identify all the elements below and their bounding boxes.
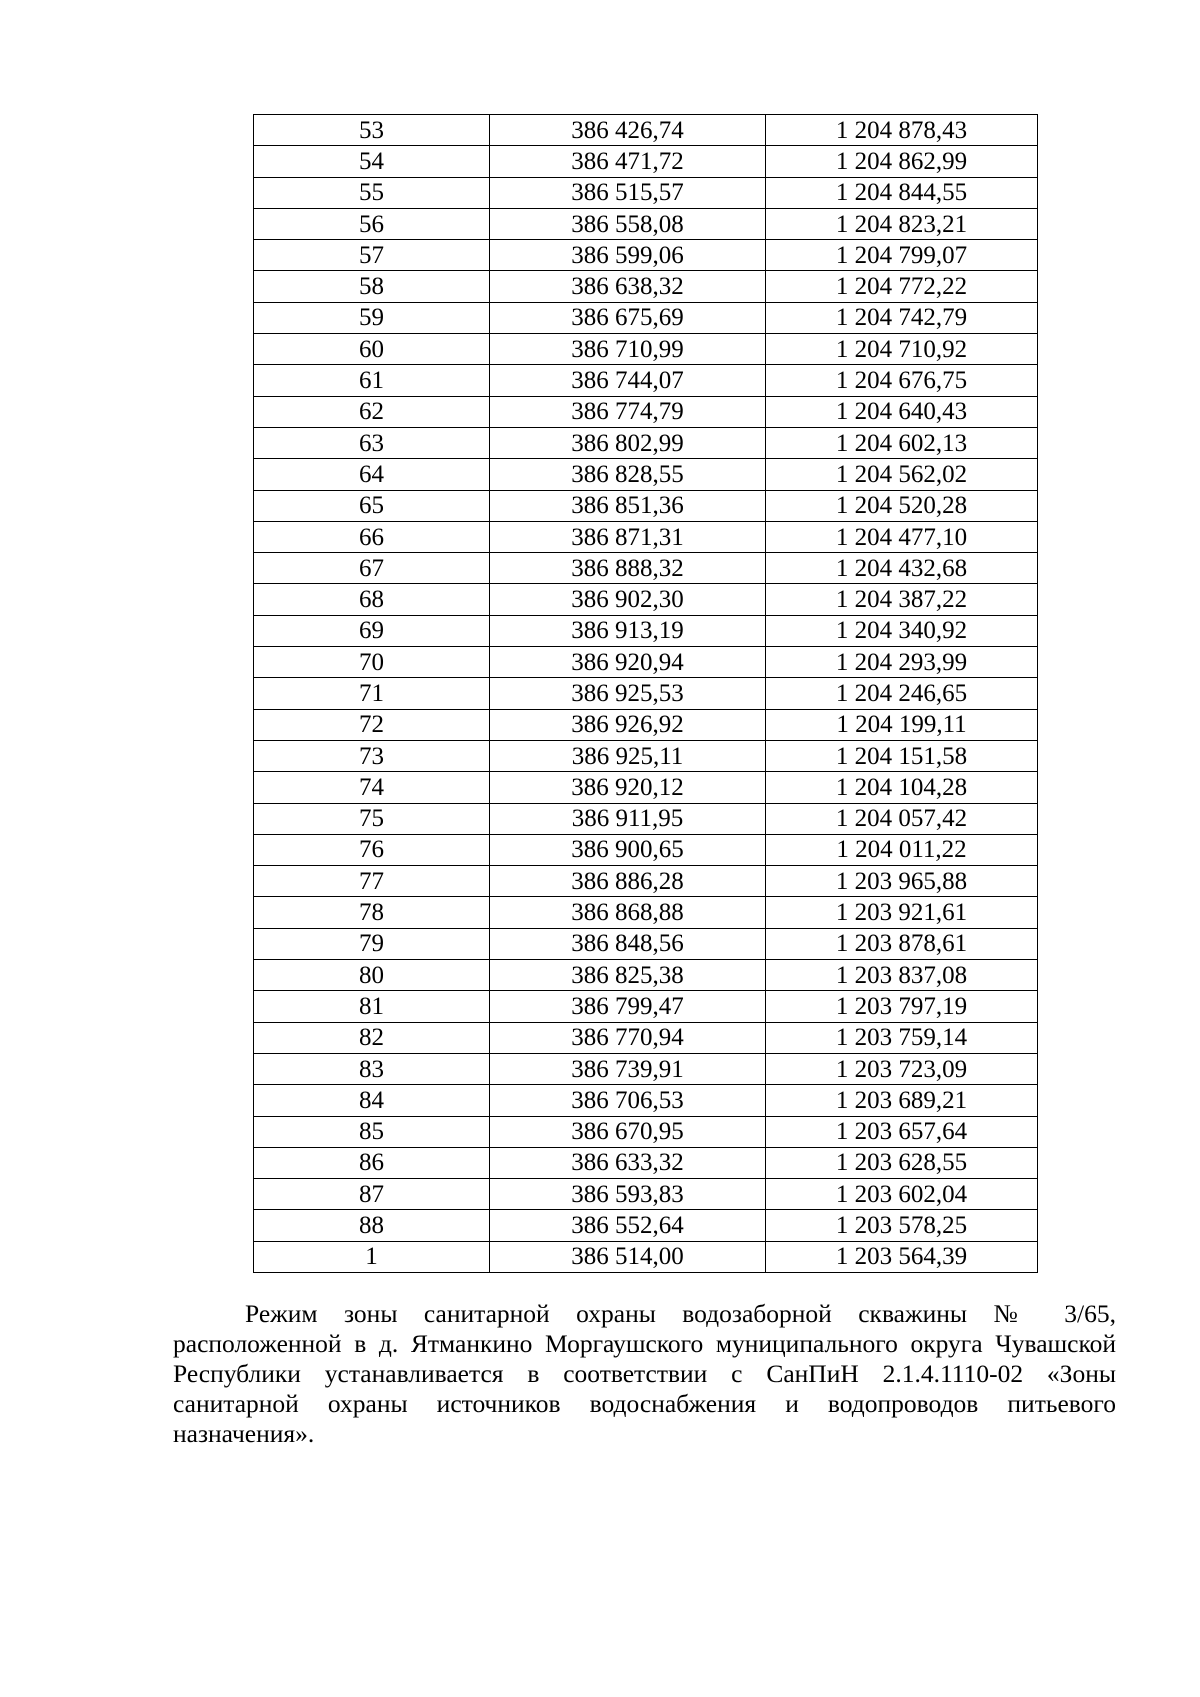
x-coordinate-cell: 386 633,32 [490,1147,766,1178]
table-row [254,302,1038,333]
point-number-cell: 64 [254,459,490,490]
y-coordinate-cell: 1 203 759,14 [766,1022,1038,1053]
x-coordinate-cell: 386 471,72 [490,146,766,177]
table-row [254,1022,1038,1053]
coordinates-table-body [254,115,1038,1273]
point-number-cell: 57 [254,240,490,271]
y-coordinate-cell: 1 204 057,42 [766,803,1038,834]
point-number-cell: 69 [254,615,490,646]
x-coordinate-cell: 386 871,31 [490,521,766,552]
table-row [254,427,1038,458]
x-coordinate-cell: 386 868,88 [490,897,766,928]
point-number-cell: 85 [254,1116,490,1147]
point-number-cell: 84 [254,1085,490,1116]
point-number-cell: 72 [254,709,490,740]
table-row [254,897,1038,928]
table-row [254,991,1038,1022]
y-coordinate-cell: 1 203 921,61 [766,897,1038,928]
y-coordinate-cell: 1 203 564,39 [766,1241,1038,1272]
x-coordinate-cell: 386 925,11 [490,740,766,771]
table-row [254,459,1038,490]
sanitary-zone-paragraph: Режим зоны санитарной охраны водозаборной скважины № 3/65, расположенной в д. Ятманкино Моргаушского муниципального округа Чувашской Республики устанавливается в соответствии с СанПиН 2.1.4.1110-02 «Зоны санитарной охраны источников водоснабжения и водопроводов питьевого назначения». [173,1299,1116,1448]
point-number-cell: 54 [254,146,490,177]
y-coordinate-cell: 1 203 837,08 [766,960,1038,991]
table-row [254,584,1038,615]
x-coordinate-cell: 386 774,79 [490,396,766,427]
y-coordinate-cell: 1 204 293,99 [766,647,1038,678]
point-number-cell: 63 [254,427,490,458]
y-coordinate-cell: 1 204 246,65 [766,678,1038,709]
table-row [254,490,1038,521]
y-coordinate-cell: 1 203 628,55 [766,1147,1038,1178]
point-number-cell: 80 [254,960,490,991]
point-number-cell: 66 [254,521,490,552]
y-coordinate-cell: 1 203 689,21 [766,1085,1038,1116]
y-coordinate-cell: 1 204 640,43 [766,396,1038,427]
point-number-cell: 77 [254,866,490,897]
table-row [254,521,1038,552]
point-number-cell: 73 [254,740,490,771]
y-coordinate-cell: 1 203 965,88 [766,866,1038,897]
x-coordinate-cell: 386 670,95 [490,1116,766,1147]
x-coordinate-cell: 386 675,69 [490,302,766,333]
table-row [254,960,1038,991]
x-coordinate-cell: 386 848,56 [490,928,766,959]
table-row [254,1116,1038,1147]
point-number-cell: 83 [254,1053,490,1084]
point-number-cell: 71 [254,678,490,709]
y-coordinate-cell: 1 204 199,11 [766,709,1038,740]
y-coordinate-cell: 1 203 797,19 [766,991,1038,1022]
point-number-cell: 82 [254,1022,490,1053]
table-row [254,1179,1038,1210]
point-number-cell: 53 [254,115,490,146]
y-coordinate-cell: 1 204 520,28 [766,490,1038,521]
y-coordinate-cell: 1 204 602,13 [766,427,1038,458]
y-coordinate-cell: 1 204 742,79 [766,302,1038,333]
y-coordinate-cell: 1 204 799,07 [766,240,1038,271]
coordinates-table [253,114,1038,1273]
table-row [254,271,1038,302]
x-coordinate-cell: 386 710,99 [490,334,766,365]
y-coordinate-cell: 1 203 578,25 [766,1210,1038,1241]
table-row [254,709,1038,740]
y-coordinate-cell: 1 203 878,61 [766,928,1038,959]
point-number-cell: 68 [254,584,490,615]
table-row [254,1241,1038,1272]
x-coordinate-cell: 386 851,36 [490,490,766,521]
x-coordinate-cell: 386 886,28 [490,866,766,897]
point-number-cell: 67 [254,553,490,584]
table-row [254,208,1038,239]
y-coordinate-cell: 1 203 723,09 [766,1053,1038,1084]
y-coordinate-cell: 1 204 104,28 [766,772,1038,803]
x-coordinate-cell: 386 426,74 [490,115,766,146]
table-row [254,146,1038,177]
point-number-cell: 65 [254,490,490,521]
point-number-cell: 61 [254,365,490,396]
x-coordinate-cell: 386 825,38 [490,960,766,991]
table-row [254,1147,1038,1178]
table-row [254,772,1038,803]
x-coordinate-cell: 386 515,57 [490,177,766,208]
y-coordinate-cell: 1 204 011,22 [766,834,1038,865]
point-number-cell: 58 [254,271,490,302]
table-row [254,647,1038,678]
table-row [254,240,1038,271]
y-coordinate-cell: 1 204 387,22 [766,584,1038,615]
table-row [254,553,1038,584]
table-row [254,1053,1038,1084]
point-number-cell: 78 [254,897,490,928]
x-coordinate-cell: 386 911,95 [490,803,766,834]
y-coordinate-cell: 1 203 657,64 [766,1116,1038,1147]
y-coordinate-cell: 1 204 710,92 [766,334,1038,365]
y-coordinate-cell: 1 204 772,22 [766,271,1038,302]
point-number-cell: 79 [254,928,490,959]
table-row [254,834,1038,865]
table-row [254,678,1038,709]
x-coordinate-cell: 386 828,55 [490,459,766,490]
x-coordinate-cell: 386 514,00 [490,1241,766,1272]
point-number-cell: 56 [254,208,490,239]
x-coordinate-cell: 386 599,06 [490,240,766,271]
x-coordinate-cell: 386 770,94 [490,1022,766,1053]
table-row [254,365,1038,396]
y-coordinate-cell: 1 204 676,75 [766,365,1038,396]
x-coordinate-cell: 386 552,64 [490,1210,766,1241]
x-coordinate-cell: 386 706,53 [490,1085,766,1116]
table-row [254,1210,1038,1241]
point-number-cell: 86 [254,1147,490,1178]
x-coordinate-cell: 386 900,65 [490,834,766,865]
y-coordinate-cell: 1 204 340,92 [766,615,1038,646]
table-row [254,334,1038,365]
x-coordinate-cell: 386 802,99 [490,427,766,458]
x-coordinate-cell: 386 739,91 [490,1053,766,1084]
y-coordinate-cell: 1 204 878,43 [766,115,1038,146]
point-number-cell: 76 [254,834,490,865]
x-coordinate-cell: 386 913,19 [490,615,766,646]
y-coordinate-cell: 1 204 562,02 [766,459,1038,490]
y-coordinate-cell: 1 203 602,04 [766,1179,1038,1210]
x-coordinate-cell: 386 920,94 [490,647,766,678]
table-row [254,177,1038,208]
y-coordinate-cell: 1 204 823,21 [766,208,1038,239]
table-row [254,740,1038,771]
y-coordinate-cell: 1 204 862,99 [766,146,1038,177]
x-coordinate-cell: 386 799,47 [490,991,766,1022]
point-number-cell: 74 [254,772,490,803]
x-coordinate-cell: 386 744,07 [490,365,766,396]
x-coordinate-cell: 386 888,32 [490,553,766,584]
x-coordinate-cell: 386 920,12 [490,772,766,803]
point-number-cell: 70 [254,647,490,678]
x-coordinate-cell: 386 558,08 [490,208,766,239]
point-number-cell: 88 [254,1210,490,1241]
table-row [254,115,1038,146]
y-coordinate-cell: 1 204 432,68 [766,553,1038,584]
point-number-cell: 62 [254,396,490,427]
point-number-cell: 55 [254,177,490,208]
table-row [254,1085,1038,1116]
y-coordinate-cell: 1 204 844,55 [766,177,1038,208]
table-row [254,803,1038,834]
table-row [254,866,1038,897]
x-coordinate-cell: 386 593,83 [490,1179,766,1210]
table-row [254,615,1038,646]
point-number-cell: 75 [254,803,490,834]
point-number-cell: 81 [254,991,490,1022]
y-coordinate-cell: 1 204 151,58 [766,740,1038,771]
x-coordinate-cell: 386 638,32 [490,271,766,302]
x-coordinate-cell: 386 902,30 [490,584,766,615]
y-coordinate-cell: 1 204 477,10 [766,521,1038,552]
point-number-cell: 1 [254,1241,490,1272]
point-number-cell: 59 [254,302,490,333]
point-number-cell: 87 [254,1179,490,1210]
x-coordinate-cell: 386 926,92 [490,709,766,740]
table-row [254,928,1038,959]
x-coordinate-cell: 386 925,53 [490,678,766,709]
point-number-cell: 60 [254,334,490,365]
table-row [254,396,1038,427]
